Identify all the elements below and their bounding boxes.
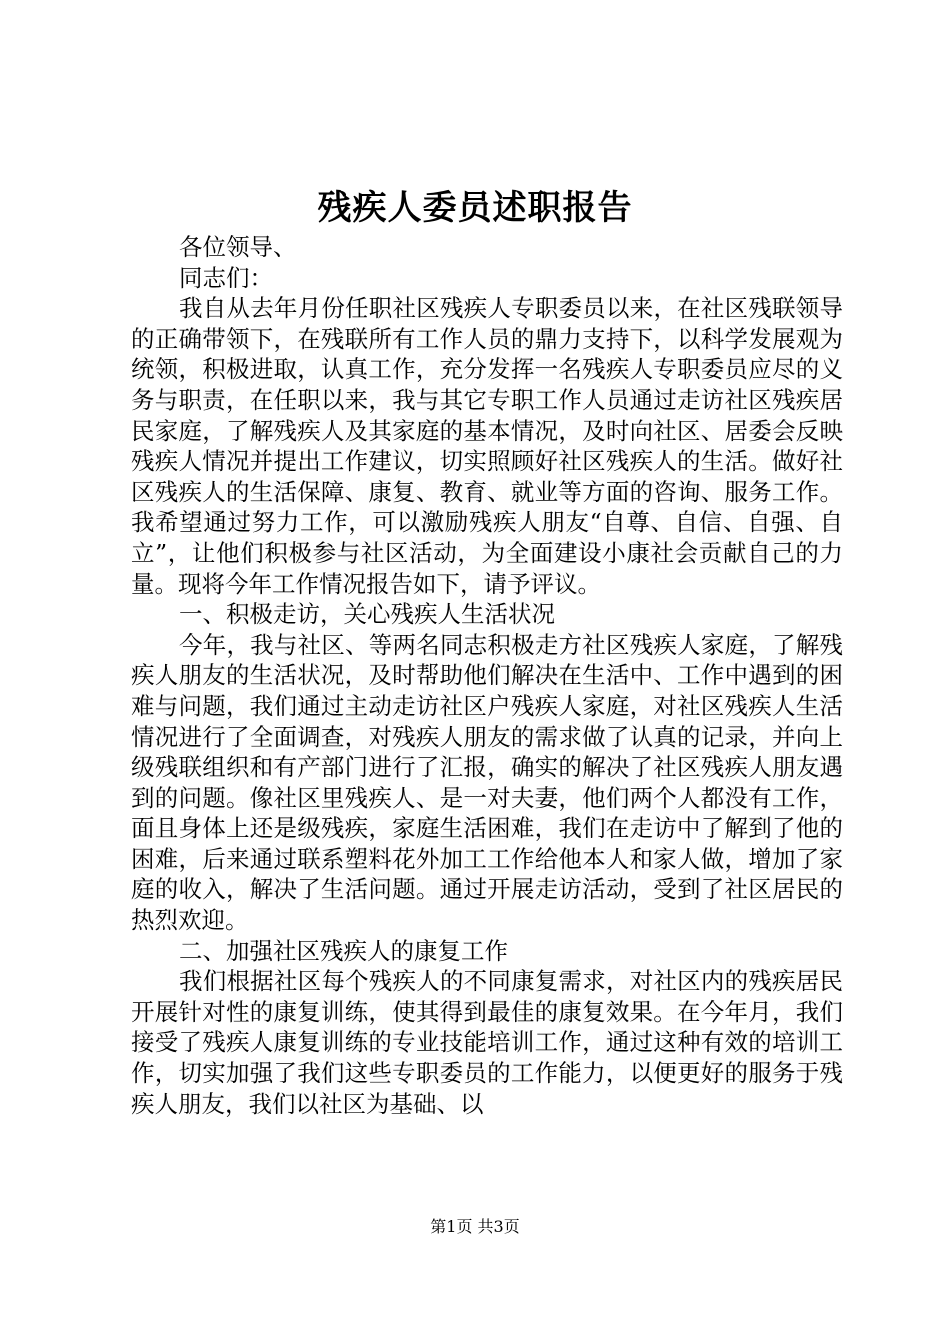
- salutation-line-1: 各位领导、: [179, 233, 297, 261]
- page-footer: 第1页 共3页: [430, 1217, 520, 1236]
- section-heading-2: 二、加强社区残疾人的康复工作: [179, 936, 508, 965]
- document-title: 残疾人委员述职报告: [317, 188, 633, 228]
- paragraph-section-1: 今年，我与社区、等两名同志积极走方社区残疾人家庭，了解残疾人朋友的生活状况，及时帮助他们解决在生活中、工作中遇到的困难与问题，我们通过主动走访社区户残疾人家庭，对社区残疾人生活情况进行了全面调查，对残疾人朋友的需求做了认真的记录，并向上级残联组织和有产部门进行了汇报，确实的解决了社区残疾人朋友遇到的问题。像社区里残疾人、是一对夫妻，他们两个人都没有工作，面且身体上还是级残疾，家庭生活困难，我们在走访中了解到了他的困难，后来通过联系塑料花外加工工作给他本人和家人做，增加了家庭的收入，解决了生活问题。通过开展走访活动，受到了社区居民的热烈欢迎。: [131, 630, 843, 935]
- section-heading-1: 一、积极走访，关心残疾人生活状况: [179, 600, 555, 629]
- paragraph-section-2: 我们根据社区每个残疾人的不同康复需求，对社区内的残疾居民开展针对性的康复训练，使其得到最佳的康复效果。在今年月，我们接受了残疾人康复训练的专业技能培训工作，通过这种有效的培训工作，切实加强了我们这些专职委员的工作能力，以便更好的服务于残疾人朋友，我们以社区为基础、以: [131, 967, 843, 1118]
- document-body: [131, 232, 843, 1119]
- paragraph-intro: 我自从去年月份任职社区残疾人专职委员以来，在社区残联领导的正确带领下，在残联所有工作人员的鼎力支持下，以科学发展观为统领，积极进取，认真工作，充分发挥一名残疾人专职委员应尽的义务与职责，在任职以来，我与其它专职工作人员通过走访社区残疾居民家庭，了解残疾人及其家庭的基本情况，及时向社区、居委会反映残疾人情况并提出工作建议，切实照顾好社区残疾人的生活。做好社区残疾人的生活保障、康复、教育、就业等方面的咨询、服务工作。我希望通过努力工作，可以激励残疾人朋友“自尊、自信、自强、自立”，让他们积极参与社区活动，为全面建设小康社会贡献自己的力量。现将今年工作情况报告如下，请予评议。: [131, 294, 843, 598]
- salutation-line-2: 同志们：: [179, 263, 273, 292]
